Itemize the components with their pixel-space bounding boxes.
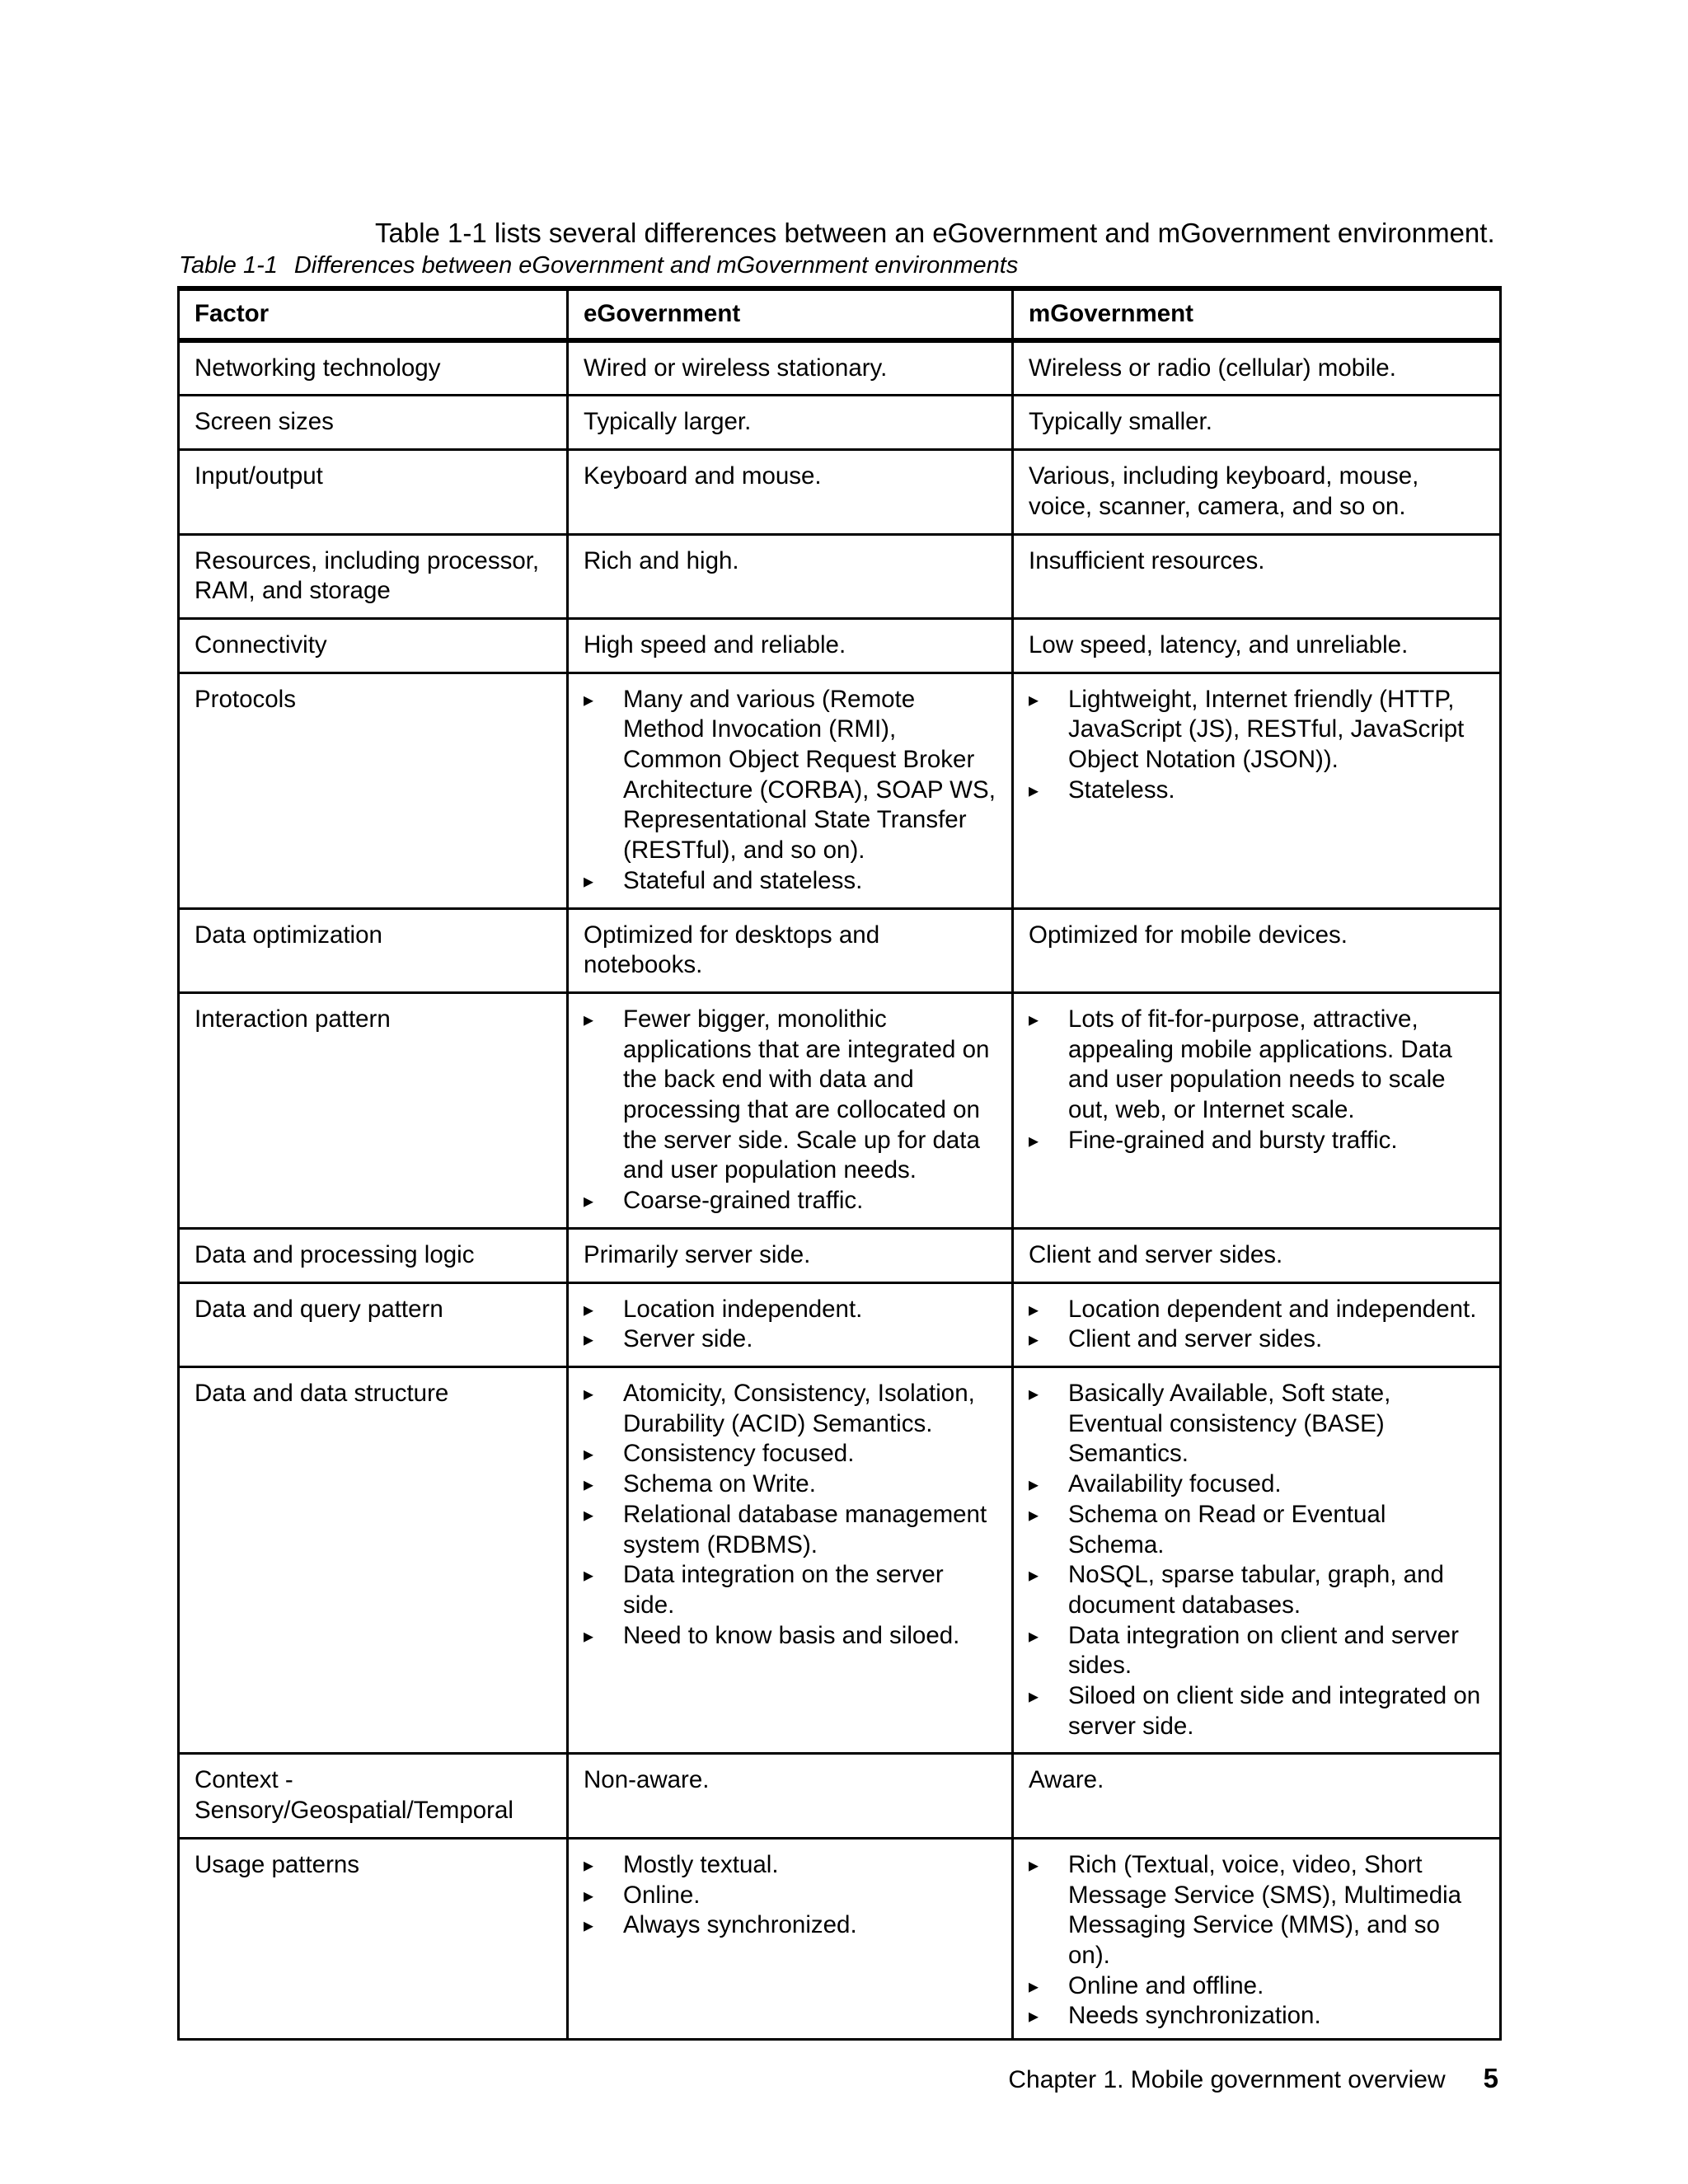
table-row: [179, 992, 1501, 1228]
bullet-item: ▸ Lots of fit-for-purpose, attractive, appealing mobile applications. Data and user population needs to scale out, web, or Internet scale.: [1029, 1005, 1486, 1126]
table-row: [179, 673, 1501, 908]
cell-factor: Interaction pattern: [179, 992, 568, 1228]
table-row: [179, 1838, 1501, 2039]
cell-factor: Connectivity: [179, 618, 568, 673]
bullet-item: ▸ Consistency focused.: [584, 1439, 998, 1469]
cell-factor: Data and processing logic: [179, 1228, 568, 1282]
cell-egovernment: High speed and reliable.: [568, 618, 1013, 673]
cell-factor: Data and query pattern: [179, 1282, 568, 1366]
cell-egovernment: Rich and high.: [568, 534, 1013, 618]
bullet-item: ▸ Atomicity, Consistency, Isolation, Durability (ACID) Semantics.: [584, 1379, 998, 1439]
table-caption-number: Table 1-1: [179, 252, 278, 279]
cell-mgovernment: [1013, 1366, 1501, 1753]
cell-egovernment: Primarily server side.: [568, 1228, 1013, 1282]
page-footer: [824, 2062, 1498, 2097]
bullet-list: [584, 1295, 998, 1355]
cell-mgovernment: Low speed, latency, and unreliable.: [1013, 618, 1501, 673]
bullet-item: ▸ Fine-grained and bursty traffic.: [1029, 1126, 1486, 1156]
table-row: [179, 1228, 1501, 1282]
bullet-item: ▸ Siloed on client side and integrated on server side.: [1029, 1681, 1486, 1741]
bullet-item: ▸ Data integration on client and server sides.: [1029, 1621, 1486, 1681]
bullet-item: ▸ Needs synchronization.: [1029, 2001, 1486, 2032]
cell-mgovernment: Typically smaller.: [1013, 396, 1501, 450]
bullet-item: ▸ Availability focused.: [1029, 1469, 1486, 1500]
bullet-list: [1029, 1379, 1486, 1741]
bullet-item: ▸ Stateless.: [1029, 776, 1486, 806]
bullet-list: [1029, 1005, 1486, 1156]
bullet-item: ▸ Location independent.: [584, 1295, 998, 1325]
bullet-item: ▸ NoSQL, sparse tabular, graph, and document databases.: [1029, 1560, 1486, 1620]
bullet-list: [1029, 1295, 1486, 1355]
cell-factor: Context - Sensory/Geospatial/Temporal: [179, 1754, 568, 1838]
cell-egovernment: Wired or wireless stationary.: [568, 340, 1013, 396]
bullet-item: ▸ Rich (Textual, voice, video, Short Message Service (SMS), Multimedia Messaging Service (MMS), and so on).: [1029, 1850, 1486, 1971]
table-row: [179, 450, 1501, 534]
bullet-item: ▸ Server side.: [584, 1324, 998, 1355]
cell-egovernment: Non-aware.: [568, 1754, 1013, 1838]
cell-egovernment: Typically larger.: [568, 396, 1013, 450]
bullet-item: ▸ Client and server sides.: [1029, 1324, 1486, 1355]
table-row: [179, 1282, 1501, 1366]
cell-egovernment: [568, 1838, 1013, 2039]
bullet-item: ▸ Basically Available, Soft state, Eventual consistency (BASE) Semantics.: [1029, 1379, 1486, 1469]
bullet-item: ▸ Relational database management system (RDBMS).: [584, 1500, 998, 1560]
cell-egovernment: Keyboard and mouse.: [568, 450, 1013, 534]
cell-factor: Usage patterns: [179, 1838, 568, 2039]
cell-factor: Data optimization: [179, 908, 568, 992]
differences-table: [177, 286, 1502, 2041]
cell-mgovernment: Wireless or radio (cellular) mobile.: [1013, 340, 1501, 396]
cell-egovernment: [568, 992, 1013, 1228]
table-header-row: [179, 288, 1501, 340]
cell-factor: Data and data structure: [179, 1366, 568, 1753]
cell-mgovernment: [1013, 673, 1501, 908]
table-caption: [179, 249, 1018, 282]
cell-mgovernment: Aware.: [1013, 1754, 1501, 1838]
bullet-list: [584, 1379, 998, 1651]
bullet-item: ▸ Coarse-grained traffic.: [584, 1186, 998, 1216]
bullet-list: [1029, 685, 1486, 806]
bullet-item: ▸ Mostly textual.: [584, 1850, 998, 1881]
table-row: [179, 618, 1501, 673]
bullet-item: ▸ Many and various (Remote Method Invocation (RMI), Common Object Request Broker Architecture (CORBA), SOAP WS, Representational State Transfer (RESTful), and so on).: [584, 685, 998, 866]
bullet-item: ▸ Fewer bigger, monolithic applications that are integrated on the back end with data and processing that are collocated on the server side. Scale up for data and user population needs.: [584, 1005, 998, 1186]
cell-factor: Networking technology: [179, 340, 568, 396]
bullet-item: ▸ Need to know basis and siloed.: [584, 1621, 998, 1652]
bullet-item: ▸ Online.: [584, 1881, 998, 1911]
cell-mgovernment: Client and server sides.: [1013, 1228, 1501, 1282]
table-row: [179, 908, 1501, 992]
bullet-list: [1029, 1850, 1486, 2032]
cell-factor: Input/output: [179, 450, 568, 534]
bullet-list: [584, 685, 998, 897]
cell-mgovernment: Insufficient resources.: [1013, 534, 1501, 618]
cell-mgovernment: [1013, 992, 1501, 1228]
bullet-item: ▸ Lightweight, Internet friendly (HTTP, JavaScript (JS), RESTful, JavaScript Object Notation (JSON)).: [1029, 685, 1486, 776]
bullet-item: ▸ Data integration on the server side.: [584, 1560, 998, 1620]
intro-paragraph: Table 1-1 lists several differences between an eGovernment and mGovernment environment.: [375, 218, 1495, 248]
bullet-item: ▸ Location dependent and independent.: [1029, 1295, 1486, 1325]
header-egovernment: eGovernment: [568, 288, 1013, 340]
table-row: [179, 396, 1501, 450]
bullet-list: [584, 1005, 998, 1216]
bullet-list: [584, 1850, 998, 1941]
bullet-item: ▸ Always synchronized.: [584, 1910, 998, 1941]
bullet-item: ▸ Schema on Read or Eventual Schema.: [1029, 1500, 1486, 1560]
cell-mgovernment: Optimized for mobile devices.: [1013, 908, 1501, 992]
table-row: [179, 1366, 1501, 1753]
cell-egovernment: [568, 1282, 1013, 1366]
table-row: [179, 534, 1501, 618]
cell-egovernment: [568, 673, 1013, 908]
bullet-item: ▸ Stateful and stateless.: [584, 866, 998, 897]
cell-factor: Screen sizes: [179, 396, 568, 450]
table-caption-title: Differences between eGovernment and mGovernment environments: [293, 252, 1019, 279]
header-mgovernment: mGovernment: [1013, 288, 1501, 340]
cell-egovernment: [568, 1366, 1013, 1753]
cell-mgovernment: [1013, 1838, 1501, 2039]
cell-mgovernment: Various, including keyboard, mouse, voice, scanner, camera, and so on.: [1013, 450, 1501, 534]
bullet-item: ▸ Online and offline.: [1029, 1971, 1486, 2002]
cell-factor: Resources, including processor, RAM, and storage: [179, 534, 568, 618]
cell-egovernment: Optimized for desktops and notebooks.: [568, 908, 1013, 992]
footer-chapter-title: Chapter 1. Mobile government overview: [1008, 2066, 1446, 2093]
bullet-item: ▸ Schema on Write.: [584, 1469, 998, 1500]
table-row: [179, 1754, 1501, 1838]
table-row: [179, 340, 1501, 396]
cell-mgovernment: [1013, 1282, 1501, 1366]
page-number: 5: [1483, 2063, 1498, 2093]
cell-factor: Protocols: [179, 673, 568, 908]
header-factor: Factor: [179, 288, 568, 340]
